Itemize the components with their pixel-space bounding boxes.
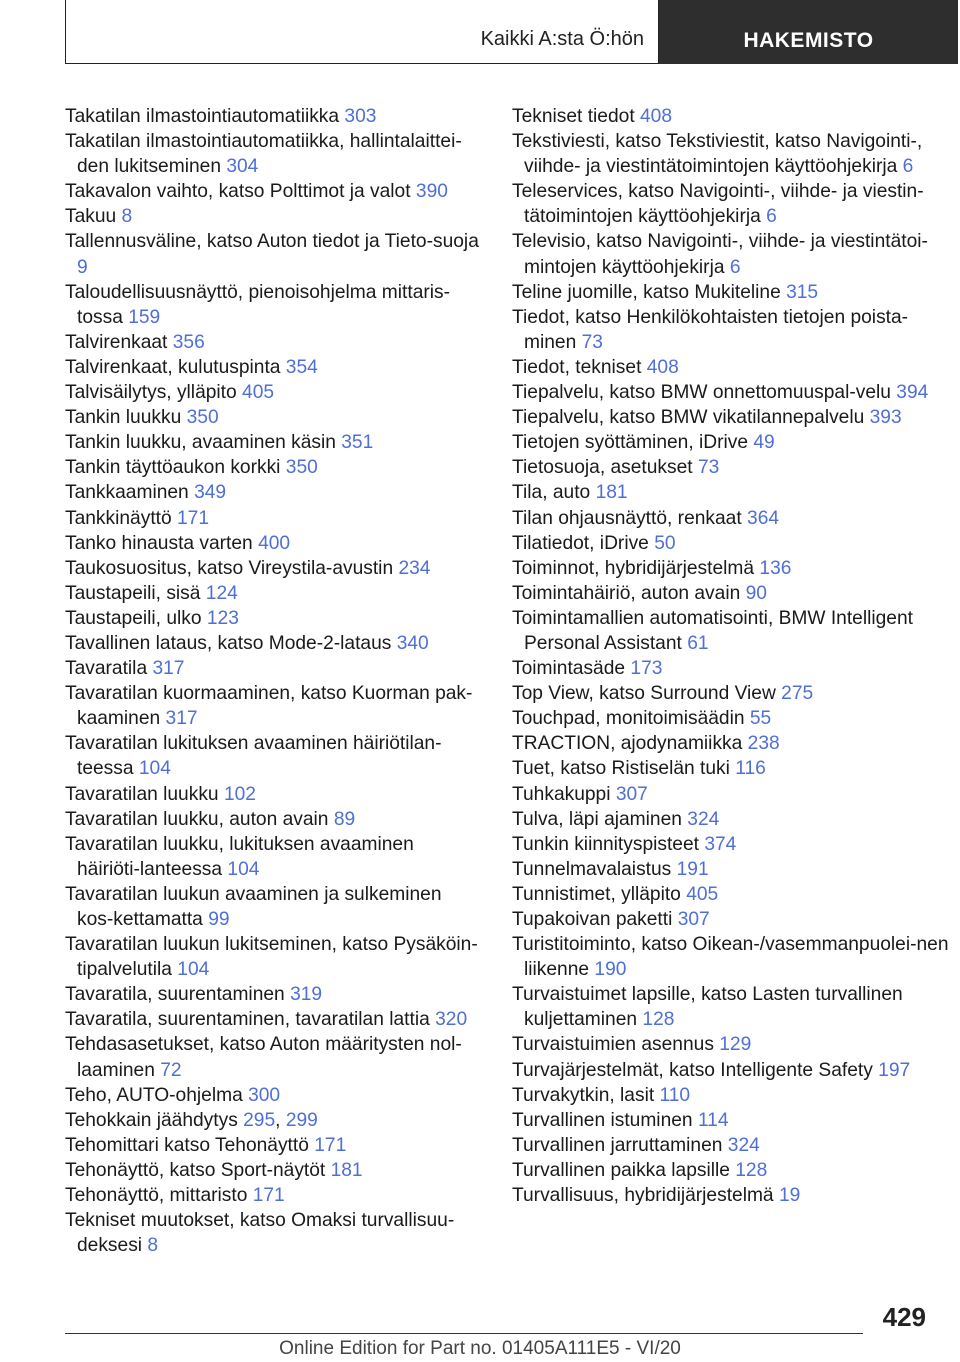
page-link[interactable]: 104: [177, 959, 210, 981]
page-link[interactable]: 374: [704, 833, 737, 855]
entry-text: Talvirenkaat: [65, 331, 168, 353]
entry-text: Tavaratilan lukituksen avaaminen häiriötilan‐teessa: [65, 733, 442, 780]
index-entry: [65, 1133, 480, 1158]
entry-text: Tupakoivan paketti: [512, 909, 673, 930]
page-link[interactable]: 356: [172, 331, 205, 353]
page-link[interactable]: 102: [223, 783, 256, 805]
page-link[interactable]: 307: [677, 909, 710, 930]
entry-text: Takavalon vaihto, katso Polttimot ja valot: [65, 181, 411, 203]
entry-text: Tankin täyttöaukon korkki: [65, 457, 281, 479]
index-column-left: [65, 104, 480, 1258]
entry-text: Taukosuositus, katso Vireystila-avustin: [65, 557, 394, 579]
page-number: 429: [882, 1302, 926, 1332]
entry-text: Top View, katso Surround View: [512, 683, 776, 705]
entry-text: Tankkinäyttö: [65, 507, 172, 529]
entry-text: Tavaratila, suurentaminen: [65, 984, 285, 1006]
index-entry: [65, 405, 480, 430]
page-link[interactable]: 128: [735, 1159, 768, 1181]
page-header: [65, 0, 958, 64]
page-link[interactable]: 72: [160, 1059, 182, 1081]
page-link[interactable]: 300: [248, 1084, 281, 1106]
page-link[interactable]: 340: [396, 632, 429, 654]
footer-divider: [65, 1333, 863, 1334]
entry-text: Turvallinen paikka lapsille: [512, 1159, 730, 1181]
index-entry: [65, 1007, 480, 1032]
entry-text: Talvisäilytys, ylläpito: [65, 382, 237, 404]
index-entry: [65, 1158, 480, 1183]
index-entry: [65, 330, 480, 355]
entry-text: Teline juomille, katso Mukiteline: [512, 281, 781, 303]
index-column-right: [512, 104, 952, 1208]
index-entry: [65, 656, 480, 681]
entry-text: Tehomittari katso Tehonäyttö: [65, 1134, 309, 1156]
page-link[interactable]: 234: [398, 557, 431, 579]
entry-text: Takuu: [65, 206, 117, 228]
entry-text: Tuhkakuppi: [512, 783, 611, 805]
index-entry: [65, 355, 480, 380]
entry-text: Toimintasäde: [512, 658, 626, 680]
entry-text: Toiminnot, hybridijärjestelmä: [512, 557, 755, 579]
entry-text: Toimintahäiriö, auton avain: [512, 582, 741, 604]
page-link[interactable]: 350: [186, 407, 219, 429]
entry-text: Teleservices, katso Navigointi-, viihde- ja viestin‐tätoimintojen käyttöohjekirja: [512, 181, 924, 228]
section-title: Kaikki A:sta Ö:hön: [65, 0, 659, 64]
entry-text: Tankin luukku: [65, 407, 182, 429]
index-entry: [65, 1083, 480, 1108]
index-entry: [512, 104, 952, 129]
entry-text: Televisio, katso Navigointi-, viihde- ja viestintätoi‐mintojen käyttöohjekirja: [512, 231, 928, 278]
page-link[interactable]: 8: [147, 1235, 159, 1257]
entry-text: Talvirenkaat, kulutuspinta: [65, 356, 281, 378]
entry-text: Tiedot, tekniset: [512, 356, 642, 378]
entry-text: Teho, AUTO-ohjelma: [65, 1084, 243, 1106]
index-entry: [65, 681, 480, 731]
entry-text: Turvallisuus, hybridijärjestelmä: [512, 1185, 774, 1207]
page-link[interactable]: 324: [727, 1134, 760, 1156]
entry-text: Tavaratilan luukun avaaminen ja sulkeminen kos‐kettamatta: [65, 883, 442, 930]
index-entry: [512, 706, 952, 731]
page-link[interactable]: 408: [646, 356, 679, 378]
index-entry: [65, 832, 480, 882]
index-entry: [65, 631, 480, 656]
page-link[interactable]: 351: [341, 432, 374, 454]
index-entry: [512, 280, 952, 305]
entry-text: Tavaratilan luukku, auton avain: [65, 808, 329, 830]
entry-text: Tekstiviesti, katso Tekstiviestit, katso Navigointi-, viihde- ja viestintätoimintojen käyttöohjekirja: [512, 131, 923, 178]
index-entry: [512, 480, 952, 505]
index-entry: [65, 731, 480, 781]
index-entry: [512, 932, 952, 982]
entry-text: Tuet, katso Ristiselän tuki: [512, 758, 730, 780]
entry-text: Tekniset tiedot: [512, 106, 635, 127]
index-entry: [65, 606, 480, 631]
index-entry: [65, 581, 480, 606]
index-entry: [512, 531, 952, 556]
index-entry: [65, 932, 480, 982]
entry-text: Tavallinen lataus, katso Mode-2-lataus: [65, 632, 392, 654]
entry-text: Tavaratila: [65, 658, 148, 680]
entry-text: Turistitoiminto, katso Oikean-/vasemmanpuolei‐nen liikenne: [512, 934, 949, 981]
index-entry: [512, 129, 952, 179]
index-entry: [65, 129, 480, 179]
index-entry: [65, 982, 480, 1007]
index-entry: [512, 455, 952, 480]
entry-text: Tallennusväline, katso Auton tiedot ja Tieto‐suoja: [65, 231, 479, 253]
page-link[interactable]: 197: [878, 1059, 911, 1081]
page-link[interactable]: 123: [206, 607, 239, 629]
index-entry: Tehokkain jäähdytys 295, 299: [65, 1109, 318, 1131]
entry-text: Takatilan ilmastointiautomatiikka, hallintalaittei‐den lukitseminen: [65, 131, 462, 178]
page-link[interactable]: 9: [77, 256, 88, 278]
page-link[interactable]: 350: [285, 457, 318, 479]
page-link[interactable]: 319: [290, 984, 323, 1006]
entry-text: Tila, auto: [512, 482, 591, 504]
entry-text: Toimintamallien automatisointi, BMW Intelligent Personal Assistant: [512, 607, 913, 654]
index-entry: [65, 480, 480, 505]
index-entry: [65, 531, 480, 556]
page-link[interactable]: 61: [687, 632, 709, 654]
page-link[interactable]: 349: [194, 482, 227, 504]
index-entry: [65, 380, 480, 405]
index-entry: [65, 1208, 480, 1258]
entry-text: Touchpad, monitoimisäädin: [512, 708, 745, 730]
entry-text: Turvaistuimet lapsille, katso Lasten turvallinen kuljettaminen: [512, 984, 903, 1031]
page-link[interactable]: 110: [659, 1084, 691, 1106]
page-link[interactable]: 303: [344, 106, 377, 127]
entry-text: Tehonäyttö, katso Sport-näytöt: [65, 1159, 326, 1181]
index-entry: [65, 104, 480, 129]
index-entry: [512, 1158, 952, 1183]
page-link[interactable]: 405: [242, 382, 275, 404]
entry-text: Tunnistimet, ylläpito: [512, 883, 681, 905]
page-link[interactable]: 295: [243, 1109, 276, 1131]
page-link[interactable]: 394: [896, 382, 929, 404]
entry-text: Tilan ohjausnäyttö, renkaat: [512, 507, 742, 529]
index-entry: [512, 1032, 952, 1057]
index-entry: [512, 1058, 952, 1083]
page-link[interactable]: 8: [121, 206, 133, 228]
page-link[interactable]: 6: [766, 206, 777, 228]
index-entry: [65, 430, 480, 455]
entry-text: Tavaratilan kuormaaminen, katso Kuorman pak‐kaaminen: [65, 683, 473, 730]
index-entry: [512, 882, 952, 907]
index-entry: [65, 455, 480, 480]
index-entry: [65, 179, 480, 204]
entry-text: Tavaratilan luukku, lukituksen avaaminen häiriöti‐lanteessa: [65, 833, 414, 880]
index-entry: [65, 807, 480, 832]
page-link[interactable]: 73: [581, 331, 603, 353]
index-entry: [512, 355, 952, 380]
page-link[interactable]: 320: [435, 1009, 468, 1031]
index-entry: [65, 556, 480, 581]
index-entry: [512, 1183, 952, 1208]
index-entry: [65, 229, 480, 279]
page-link[interactable]: 317: [165, 708, 198, 730]
index-entry: [65, 1183, 480, 1208]
index-entry: [512, 782, 952, 807]
page-link[interactable]: 129: [719, 1034, 752, 1056]
index-entry: [512, 606, 952, 656]
page-link[interactable]: 90: [745, 582, 767, 604]
page-link[interactable]: 55: [749, 708, 772, 730]
page-link[interactable]: 299: [285, 1109, 318, 1131]
index-entry: [512, 832, 952, 857]
page-link[interactable]: 238: [747, 733, 780, 755]
index-entry: [512, 907, 952, 932]
page-link[interactable]: 190: [594, 959, 627, 981]
page-link[interactable]: 181: [595, 482, 628, 504]
entry-text: Tunkin kiinnityspisteet: [512, 833, 699, 855]
entry-text: Tavaratila, suurentaminen, tavaratilan lattia: [65, 1009, 430, 1031]
page-link[interactable]: 116: [735, 758, 766, 780]
index-entry: [512, 731, 952, 756]
entry-text: Tanko hinausta varten: [65, 532, 253, 554]
page-link[interactable]: 128: [642, 1009, 675, 1031]
index-entry: [512, 756, 952, 781]
index-entry: [512, 681, 952, 706]
entry-text: Taustapeili, sisä: [65, 582, 201, 604]
footer-text: Online Edition for Part no. 01405A111E5 - VI/20: [279, 1338, 681, 1359]
entry-text: Tiepalvelu, katso BMW vikatilannepalvelu: [512, 407, 865, 429]
index-entry: [512, 506, 952, 531]
entry-text: Tietosuoja, asetukset: [512, 457, 693, 479]
index-entry: [512, 857, 952, 882]
page-link[interactable]: 50: [654, 532, 676, 554]
page-link[interactable]: 114: [697, 1109, 729, 1131]
entry-text: TRACTION, ajodynamiikka: [512, 733, 743, 755]
page-link[interactable]: 171: [177, 507, 210, 529]
index-entry: [65, 204, 480, 229]
index-entry: [65, 506, 480, 531]
page-link[interactable]: 89: [333, 808, 356, 830]
entry-text: Tankin luukku, avaaminen käsin: [65, 432, 336, 454]
page-link[interactable]: 191: [676, 858, 709, 880]
page-link[interactable]: 324: [687, 808, 720, 830]
page-link[interactable]: 6: [729, 256, 741, 278]
entry-text: Tilatiedot, iDrive: [512, 532, 649, 554]
index-entry: [65, 1032, 480, 1082]
entry-text: Tiedot, katso Henkilökohtaisten tietojen poista‐minen: [512, 306, 909, 353]
entry-text: Tankkaaminen: [65, 482, 189, 504]
page-link[interactable]: 49: [753, 432, 775, 454]
page-link[interactable]: 19: [778, 1185, 801, 1207]
page-link[interactable]: 400: [258, 532, 291, 554]
entry-text: Tunnelmavalaistus: [512, 858, 672, 880]
index-entry: [512, 982, 952, 1032]
index-entry: [512, 581, 952, 606]
index-entry: [512, 179, 952, 229]
page-link[interactable]: 275: [781, 683, 814, 705]
entry-text: Turvallinen jarruttaminen: [512, 1134, 723, 1156]
index-entry: [512, 656, 952, 681]
page-link[interactable]: 390: [415, 181, 448, 203]
page-link[interactable]: 171: [314, 1134, 347, 1156]
page-link[interactable]: 6: [902, 156, 914, 178]
page-link[interactable]: 393: [869, 407, 902, 429]
index-entry: [512, 229, 952, 279]
entry-text: Tiepalvelu, katso BMW onnettomuuspal‐velu: [512, 382, 891, 404]
index-entry: [65, 882, 480, 932]
page-link[interactable]: 171: [252, 1185, 285, 1207]
page-link[interactable]: 104: [227, 858, 260, 880]
page-link[interactable]: 317: [152, 658, 185, 680]
entry-text: Taustapeili, ulko: [65, 607, 202, 629]
entry-text: Tehonäyttö, mittaristo: [65, 1185, 248, 1207]
entry-text: Taloudellisuusnäyttö, pienoisohjelma mittaris‐tossa: [65, 281, 451, 328]
entry-text: Turvajärjestelmät, katso Intelligente Safety: [512, 1059, 873, 1081]
page-link[interactable]: 405: [686, 883, 719, 905]
entry-text: Tulva, läpi ajaminen: [512, 808, 682, 830]
entry-text: Tavaratilan luukku: [65, 783, 219, 805]
entry-text: Turvaistuimien asennus: [512, 1034, 714, 1056]
entry-text: Tietojen syöttäminen, iDrive: [512, 432, 749, 454]
page-link[interactable]: 315: [786, 281, 819, 303]
entry-text: Turvakytkin, lasit: [512, 1084, 655, 1106]
entry-text: Tehdasasetukset, katso Auton määritysten nol‐laaminen: [65, 1034, 462, 1081]
page-link[interactable]: 181: [330, 1159, 363, 1181]
index-entry: [512, 1083, 952, 1108]
index-entry: [512, 305, 952, 355]
index-entry: [65, 782, 480, 807]
index-entry: [512, 556, 952, 581]
index-tab: HAKEMISTO: [659, 0, 958, 64]
index-entry: [65, 280, 480, 330]
page-link[interactable]: 173: [630, 658, 663, 680]
entry-text: Tavaratilan luukun lukitseminen, katso Pysäköin‐tipalvelutila: [65, 934, 478, 981]
page-link[interactable]: 304: [226, 156, 259, 178]
entry-text: Tekniset muutokset, katso Omaksi turvallisuu‐deksesi: [65, 1210, 455, 1257]
page-link[interactable]: 354: [285, 356, 318, 378]
index-entry: [512, 1133, 952, 1158]
page-link[interactable]: 364: [747, 507, 780, 529]
page-link[interactable]: 73: [697, 457, 720, 479]
page-link[interactable]: 136: [759, 557, 792, 579]
entry-text: Turvallinen istuminen: [512, 1109, 693, 1131]
index-entry: [512, 1108, 952, 1133]
entry-text: Tehokkain jäähdytys: [65, 1109, 238, 1131]
page-link[interactable]: 104: [138, 758, 171, 780]
page-link[interactable]: 408: [640, 106, 673, 127]
page-link[interactable]: 99: [208, 909, 230, 930]
index-entry: [512, 430, 952, 455]
index-entry: [512, 380, 952, 405]
index-entry: [512, 807, 952, 832]
entry-text: Takatilan ilmastointiautomatiikka: [65, 106, 340, 127]
index-entry: [512, 405, 952, 430]
page-link[interactable]: 307: [615, 783, 648, 805]
page-link[interactable]: 159: [128, 306, 161, 328]
page-link[interactable]: 124: [205, 582, 238, 604]
